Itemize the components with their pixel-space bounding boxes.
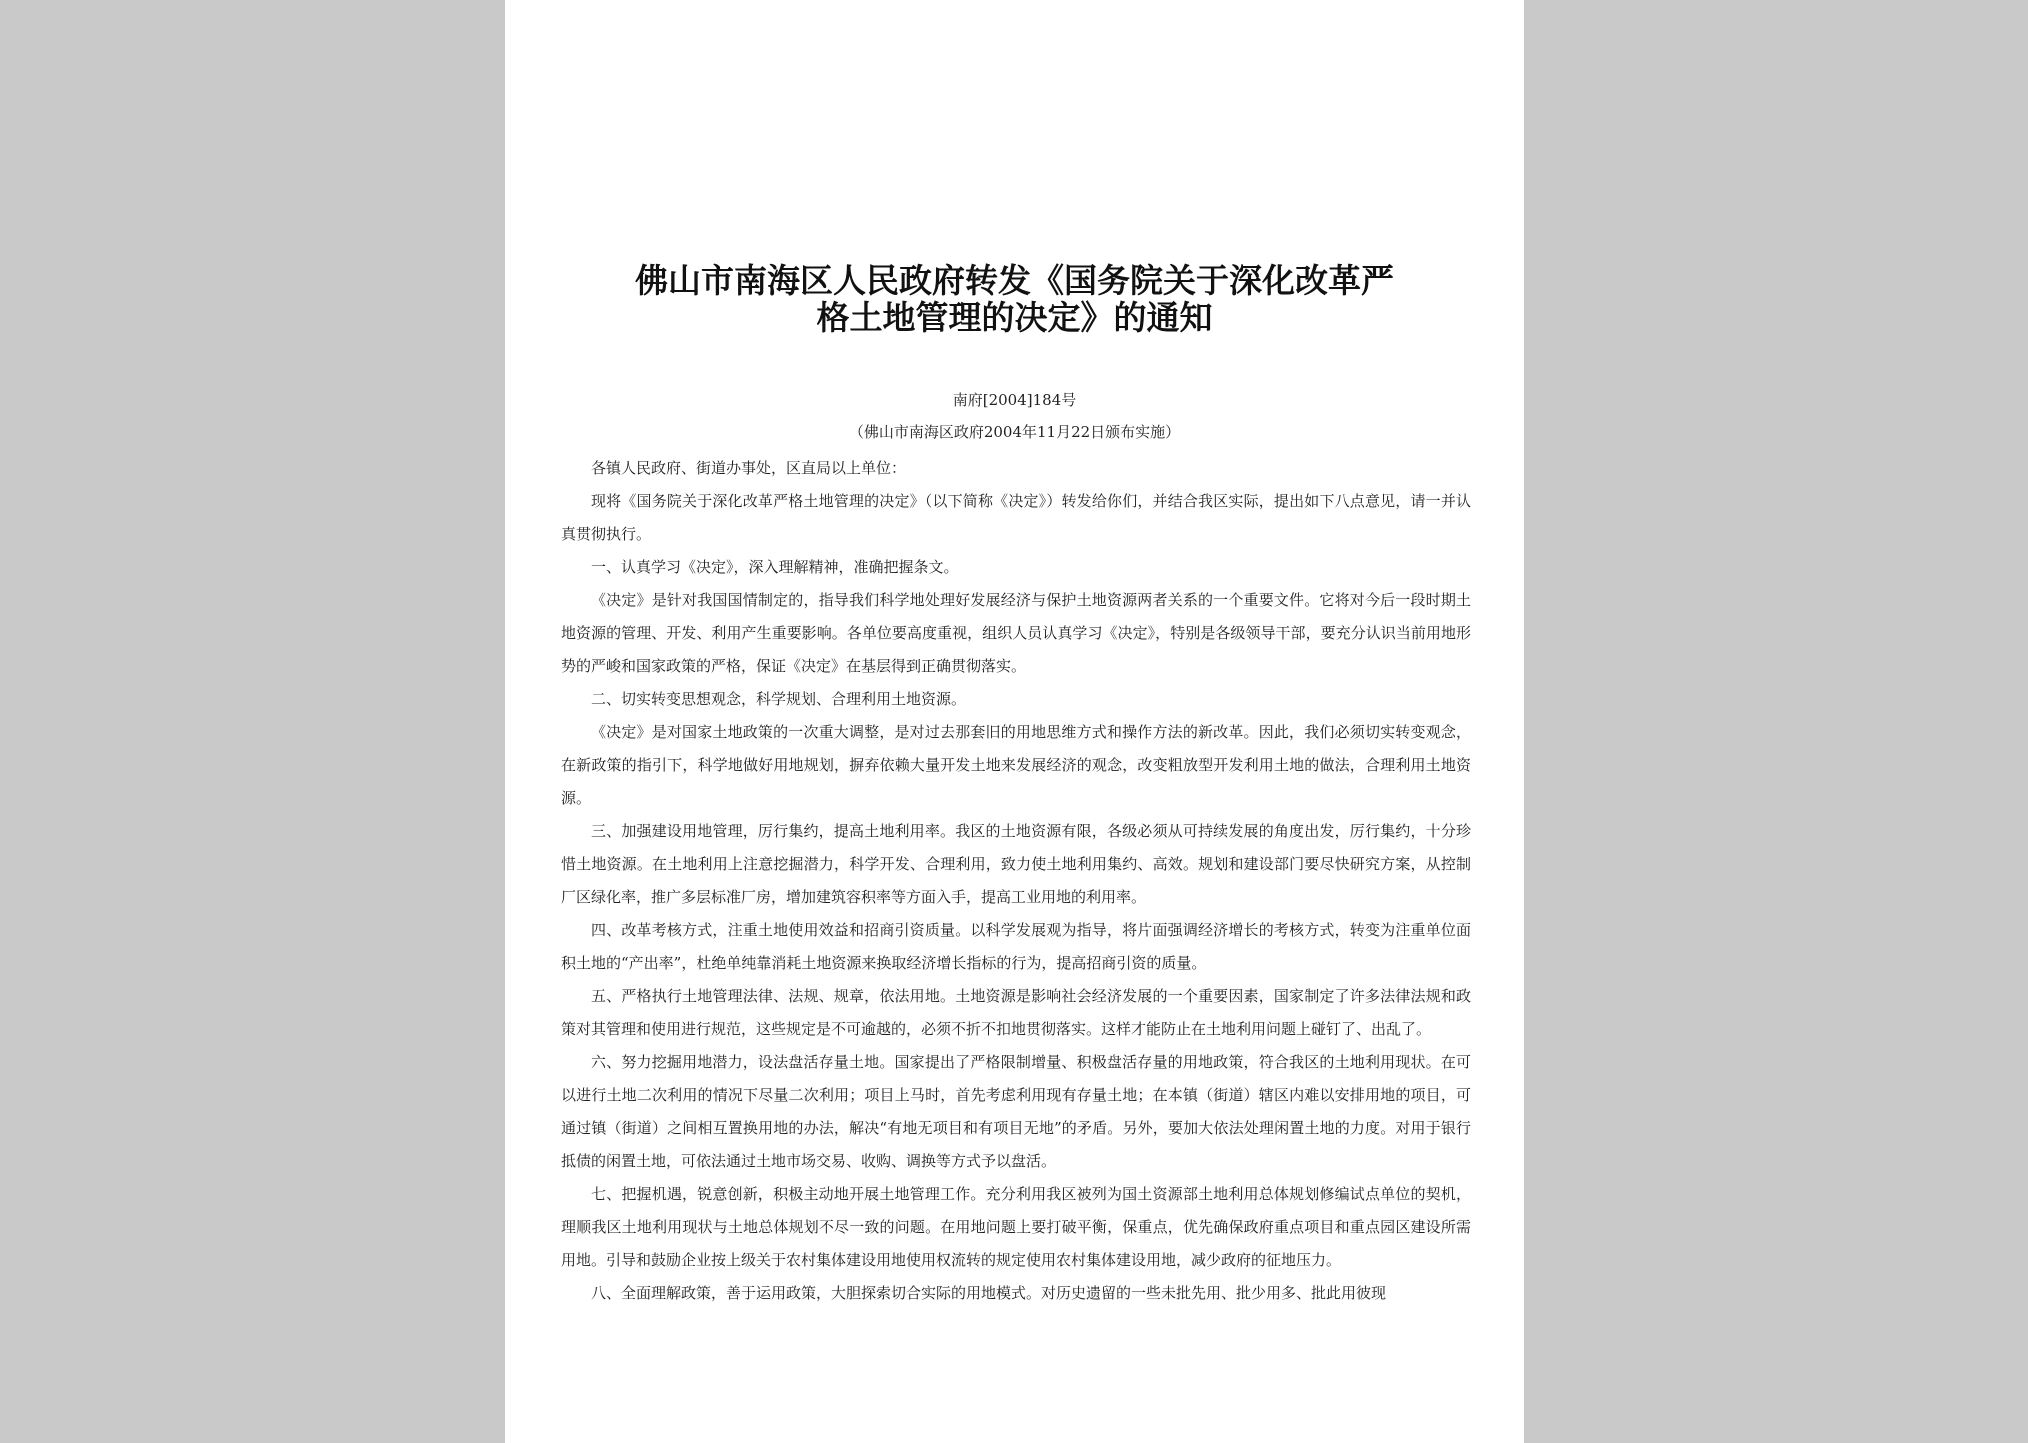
body-paragraph: 五、严格执行土地管理法律、法规、规章，依法用地。土地资源是影响社会经济发展的一个重要因素，国家制定了许多法律法规和政策对其管理和使用进行规范，这些规定是不可逾越的，必须不折不扣地贯彻落实。这样才能防止在土地利用问题上碰钉了、出乱了。 (561, 987, 1471, 1038)
document-title (505, 262, 1524, 336)
addressee-paragraph: 各镇人民政府、街道办事处，区直局以上单位： (591, 459, 907, 477)
document-page (505, 0, 1524, 1443)
body-paragraph: 四、改革考核方式，注重土地使用效益和招商引资质量。以科学发展观为指导，将片面强调经济增长的考核方式，转变为注重单位面积土地的“产出率”，杜绝单纯靠消耗土地资源来换取经济增长指标的行为，提高招商引资的质量。 (561, 921, 1471, 972)
body-paragraph: 《决定》是针对我国国情制定的，指导我们科学地处理好发展经济与保护土地资源两者关系的一个重要文件。它将对今后一段时期土地资源的管理、开发、利用产生重要影响。各单位要高度重视，组织人员认真学习《决定》，特别是各级领导干部，要充分认识当前用地形势的严峻和国家政策的严格，保证《决定》在基层得到正确贯彻落实。 (561, 591, 1471, 675)
promulgation-note: （佛山市南海区政府2004年11月22日颁布实施） (848, 423, 1181, 441)
section-heading: 二、切实转变思想观念，科学规划、合理利用土地资源。 (591, 690, 967, 708)
body-paragraph: 七、把握机遇，锐意创新，积极主动地开展土地管理工作。充分利用我区被列为国土资源部土地利用总体规划修编试点单位的契机，理顺我区土地利用现状与土地总体规划不尽一致的问题。在用地问题上要打破平衡，保重点，优先确保政府重点项目和重点园区建设所需用地。引导和鼓励企业按上级关于农村集体建设用地使用权流转的规定使用农村集体建设用地，减少政府的征地压力。 (561, 1185, 1471, 1269)
body-paragraph: 八、全面理解政策，善于运用政策，大胆探索切合实际的用地模式。对历史遗留的一些未批先用、批少用多、批此用彼现 (591, 1284, 1387, 1302)
body-paragraph: 《决定》是对国家土地政策的一次重大调整，是对过去那套旧的用地思维方式和操作方法的新改革。因此，我们必须切实转变观念，在新政策的指引下，科学地做好用地规划，摒弃依赖大量开发土地来发展经济的观念，改变粗放型开发利用土地的做法，合理利用土地资源。 (561, 723, 1471, 807)
document-body (561, 452, 1471, 1310)
title-line-2: 格土地管理的决定》的通知 (816, 298, 1213, 337)
body-paragraph: 六、努力挖掘用地潜力，设法盘活存量土地。国家提出了严格限制增量、积极盘活存量的用地政策，符合我区的土地利用现状。在可以进行土地二次利用的情况下尽量二次利用；项目上马时，首先考虑利用现有存量土地；在本镇（街道）辖区内难以安排用地的项目，可通过镇（街道）之间相互置换用地的办法，解决“有地无项目和有项目无地”的矛盾。另外，要加大依法处理闲置土地的力度。对用于银行抵债的闲置土地，可依法通过土地市场交易、收购、调换等方式予以盘活。 (561, 1053, 1471, 1170)
body-paragraph: 现将《国务院关于深化改革严格土地管理的决定》（以下简称《决定》）转发给你们，并结合我区实际，提出如下八点意见，请一并认真贯彻执行。 (561, 492, 1471, 543)
section-heading: 一、认真学习《决定》，深入理解精神，准确把握条文。 (591, 558, 959, 576)
body-paragraph: 三、加强建设用地管理，厉行集约，提高土地利用率。我区的土地资源有限，各级必须从可持续发展的角度出发，厉行集约，十分珍惜土地资源。在土地利用上注意挖掘潜力，科学开发、合理利用，致力使土地利用集约、高效。规划和建设部门要尽快研究方案，从控制厂区绿化率，推广多层标准厂房，增加建筑容积率等方面入手，提高工业用地的利用率。 (561, 822, 1471, 906)
document-number: 南府[2004]184号 (952, 391, 1077, 409)
title-line-1: 佛山市南海区人民政府转发《国务院关于深化改革严 (635, 261, 1394, 300)
